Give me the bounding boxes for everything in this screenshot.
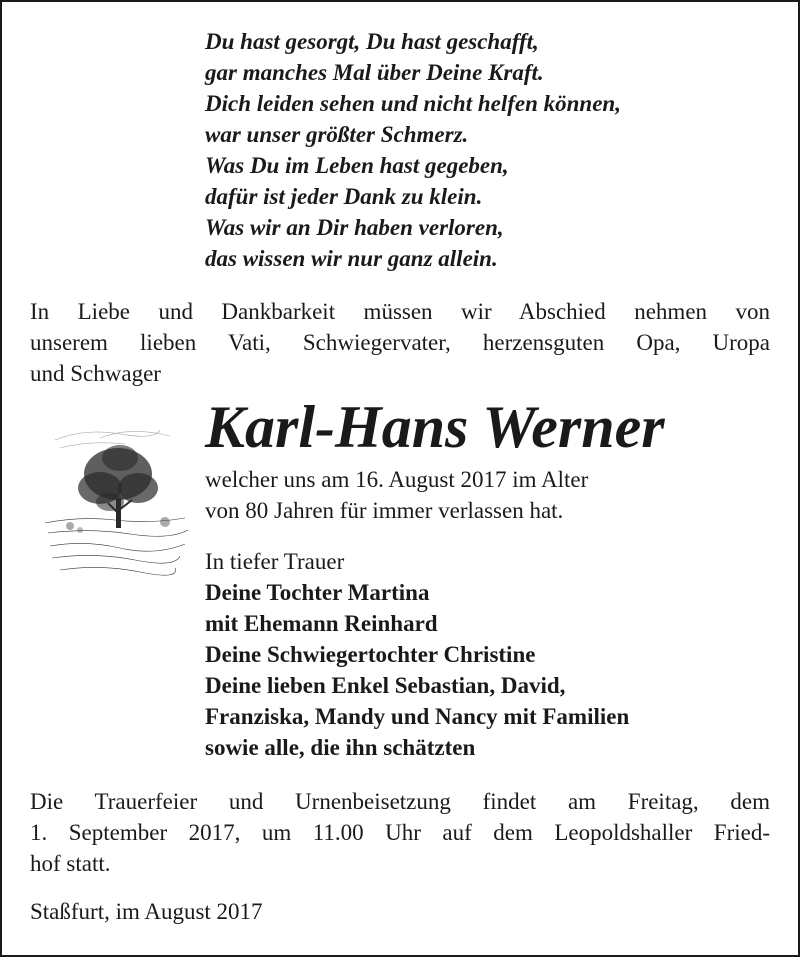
- mourner-line: sowie alle, die ihn schätzten: [205, 735, 476, 760]
- poem-line: Du hast gesorgt, Du hast geschafft,: [205, 29, 539, 54]
- mourning-label: In tiefer Trauer: [205, 549, 345, 574]
- mourners-list: [205, 546, 629, 763]
- mourner-line: mit Ehemann Reinhard: [205, 611, 438, 636]
- poem-line: gar manches Mal über Deine Kraft.: [205, 60, 544, 85]
- ceremony-paragraph: [30, 786, 770, 879]
- intro-line: unserem lieben Vati, Schwiegervater, herzensguten Opa, Uropa: [30, 330, 770, 355]
- mourner-line: Franziska, Mandy und Nancy mit Familien: [205, 704, 630, 729]
- poem-line: Was Du im Leben hast gegeben,: [205, 153, 509, 178]
- poem-line: Dich leiden sehen und nicht helfen können,: [205, 91, 621, 116]
- intro-line: In Liebe und Dankbarkeit müssen wir Abschied nehmen von: [30, 299, 770, 324]
- death-details: [205, 464, 588, 526]
- details-line: von 80 Jahren für immer verlassen hat.: [205, 498, 564, 523]
- details-line: welcher uns am 16. August 2017 im Alter: [205, 467, 589, 492]
- poem-line: dafür ist jeder Dank zu klein.: [205, 184, 483, 209]
- mourner-line: Deine Tochter Martina: [205, 580, 430, 605]
- place-date: Staßfurt, im August 2017: [30, 899, 263, 924]
- poem-line: war unser größter Schmerz.: [205, 122, 469, 147]
- ceremony-line: 1. September 2017, um 11.00 Uhr auf dem Leopoldshaller Fried-: [30, 820, 770, 845]
- mourner-line: Deine lieben Enkel Sebastian, David,: [205, 673, 566, 698]
- poem-line: das wissen wir nur ganz allein.: [205, 246, 498, 271]
- intro-line: und Schwager: [30, 361, 161, 386]
- mourner-line: Deine Schwiegertochter Christine: [205, 642, 536, 667]
- ceremony-line: hof statt.: [30, 851, 111, 876]
- poem-line: Was wir an Dir haben verloren,: [205, 215, 504, 240]
- deceased-name: Karl-Hans Werner: [205, 394, 665, 460]
- memorial-poem: [205, 26, 621, 274]
- ceremony-line: Die Trauerfeier und Urnenbeisetzung findet am Freitag, dem: [30, 789, 770, 814]
- tree-landscape-icon: [40, 418, 190, 588]
- intro-paragraph: [30, 296, 770, 389]
